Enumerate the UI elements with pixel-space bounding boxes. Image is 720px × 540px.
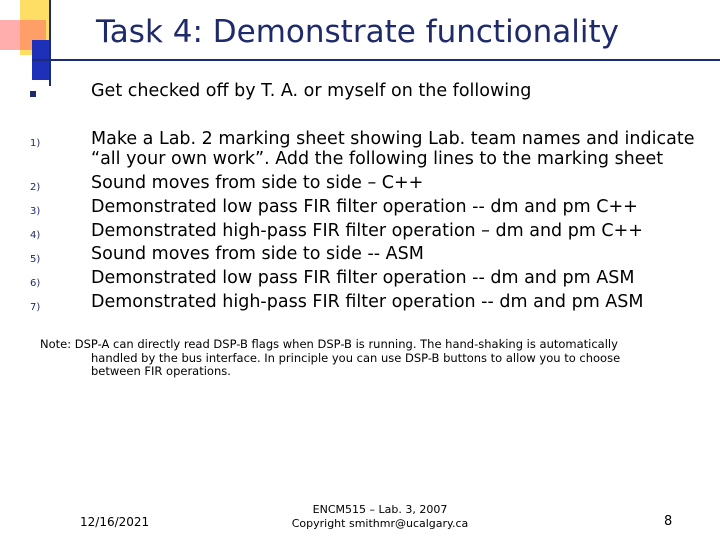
item-6-text: Demonstrated low pass FIR filter operation -- dm and pm ASM — [91, 268, 635, 288]
note-paragraph — [40, 338, 680, 379]
item-1-line-2: “all your own work”. Add the following lines to the marking sheet — [91, 149, 664, 169]
decor-vertical-rule — [49, 0, 51, 86]
item-2-text: Sound moves from side to side – C++ — [91, 173, 424, 193]
note-line-2: handled by the bus interface. In principle you can use DSP-B buttons to allow you to choose — [91, 350, 621, 365]
item-number-1: 1) — [30, 138, 41, 149]
item-4-text: Demonstrated high-pass FIR filter operation – dm and pm C++ — [91, 221, 643, 241]
footer-center — [260, 503, 500, 531]
slide-title: Task 4: Demonstrate functionality — [96, 14, 620, 50]
intro-text: Get checked off by T. A. or myself on the following — [91, 81, 532, 101]
item-number-6: 6) — [30, 278, 41, 289]
footer-copyright: Copyright smithmr@ucalgary.ca — [291, 517, 469, 530]
item-5-text: Sound moves from side to side -- ASM — [91, 244, 424, 264]
bullet-square-icon — [30, 91, 36, 97]
decor-horizontal-rule — [32, 59, 720, 61]
item-7-text: Demonstrated high-pass FIR filter operation -- dm and pm ASM — [91, 292, 644, 312]
item-number-2: 2) — [30, 182, 41, 193]
item-number-3: 3) — [30, 206, 41, 217]
item-number-5: 5) — [30, 254, 41, 265]
item-1-line-1: Make a Lab. 2 marking sheet showing Lab. team names and indicate — [91, 129, 695, 149]
note-line-3: between FIR operations. — [91, 364, 231, 378]
item-number-4: 4) — [30, 230, 41, 241]
item-3-text: Demonstrated low pass FIR filter operation -- dm and pm C++ — [91, 197, 638, 217]
footer-date: 12/16/2021 — [80, 515, 150, 529]
note-line-1: Note: DSP-A can directly read DSP-B flags when DSP-B is running. The hand-shaking is automatically — [40, 337, 618, 351]
item-number-7: 7) — [30, 302, 41, 313]
page-number: 8 — [664, 514, 673, 529]
footer-course: ENCM515 – Lab. 3, 2007 — [312, 503, 448, 516]
